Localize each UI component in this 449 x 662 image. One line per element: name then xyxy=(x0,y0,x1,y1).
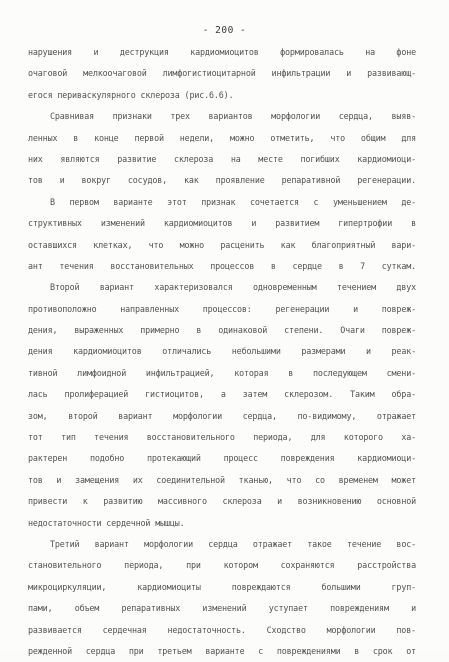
text-line: привести к развитию массивного склероза и возникновению основной xyxy=(28,496,416,507)
text-line: очаговой мелкоочаговой лимфогистиоцитарной инфильтрации и развивающ- xyxy=(28,68,416,79)
text-line: противоположно направленных процессов: регенерации и повреж- xyxy=(28,303,416,314)
text-line: становительного периода, при котором сохраняются расстройства xyxy=(28,560,416,571)
text-line: ант течения восстановительных процессов в сердце в 7 суткам. xyxy=(28,260,416,271)
text-line: оставшихся клетках, что можно расценить как благоприятный вари- xyxy=(28,239,416,250)
text-line: дения кардиомиоцитов отличались небольшими размерами и реак- xyxy=(28,346,416,357)
text-line: зом, второй вариант морфологии сердца, по-видимому, отражает xyxy=(28,410,416,421)
text-line: тов и вокруг сосудов, как проявление репаративной регенерации. xyxy=(28,175,416,186)
text-line: тивной лимфоидной инфильтрацией, которая в последующем смени- xyxy=(28,367,416,378)
text-line: дения, выраженных примерно в одинаковой степени. Очаги повреж- xyxy=(28,325,416,336)
text-line: пами, объем репаративных изменений уступает повреждениям и xyxy=(28,603,416,614)
text-line: рактерен подобно протекающий процесс повреждения кардиомиоци- xyxy=(28,453,416,464)
text-line: структивных изменений кардиомиоцитов и развитием гипертрофии в xyxy=(28,218,416,229)
text-line: лась пролиферацией гистиоцитов, а затем склерозом. Таким обра- xyxy=(28,389,416,400)
page-number: - 200 - xyxy=(202,25,247,36)
text-line: тов и замещения их соединительной тканью, что со временем может xyxy=(28,474,416,485)
text-line: недостаточности сердечной мышцы. xyxy=(28,517,185,528)
text-line: тот тип течения восстановительного периода, для которого ха- xyxy=(28,432,416,443)
text-line: ленных в конце первой недели, можно отметить, что общим для xyxy=(28,132,416,143)
text-line: егося периваскулярного склероза (рис.6.6). xyxy=(28,89,234,100)
text-line: микроциркуляции, кардиомиоциты повреждаются большими груп- xyxy=(28,581,416,592)
paragraph-start-line: В первом варианте этот признак сочетается с уменьшением де- xyxy=(50,196,416,207)
text-line: нарушения и деструкция кардиомиоцитов формировалась на фоне xyxy=(28,47,416,57)
text-line: режденной сердца при третьем варианте с повреждениями в срок от xyxy=(28,645,416,656)
paragraph-start-line: Второй вариант характеризовался одновременным течением двух xyxy=(50,282,416,293)
paragraph-start-line: Третий вариант морфологии сердца отражает такое течение вос- xyxy=(50,538,416,549)
text-line: развивается сердечная недостаточность. Сходство морфологии пов- xyxy=(28,624,416,635)
paragraph-start-line: Сравнивая признаки трех вариантов морфологии сердца, выяв- xyxy=(50,111,416,122)
text-line: них являются развитие склероза на месте погибших кардиомиоци- xyxy=(28,153,416,164)
body-text xyxy=(28,42,416,662)
